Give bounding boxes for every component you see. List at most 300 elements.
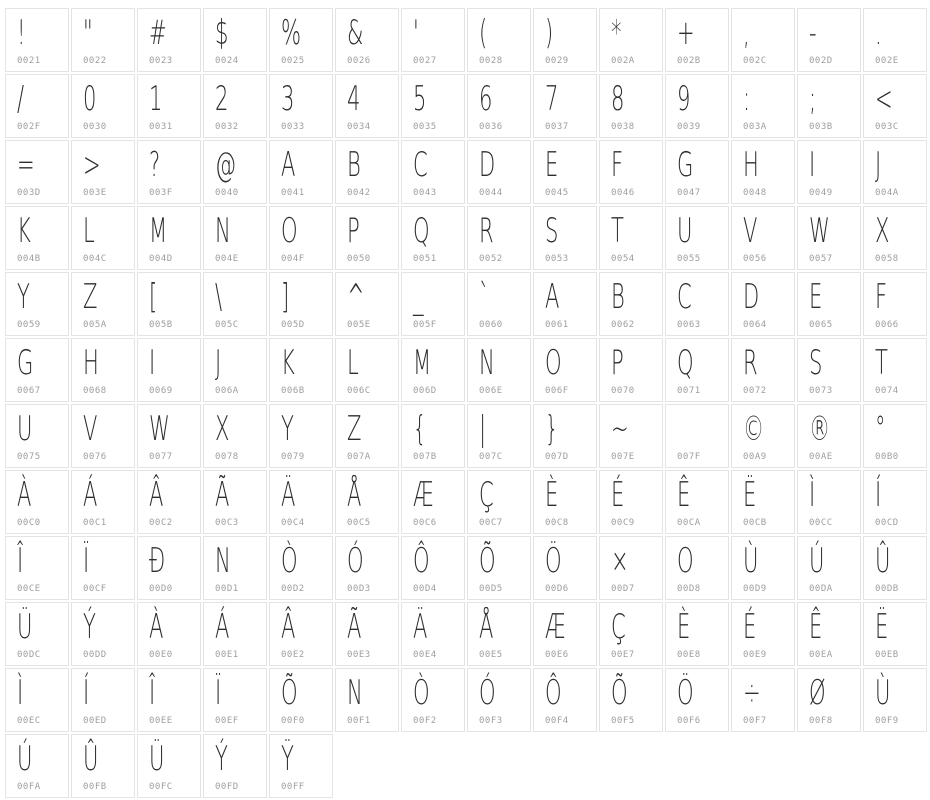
glyph-preview: Ï: [215, 673, 222, 713]
glyph-cell: [665, 140, 729, 204]
codepoint-label: 0067: [17, 386, 41, 396]
glyph-preview: Ã: [215, 475, 230, 515]
glyph-cell: [137, 272, 201, 336]
glyph-preview: Á: [83, 475, 98, 515]
glyph-cell: [599, 338, 663, 402]
codepoint-label: 00E7: [611, 650, 635, 660]
glyph-preview: S: [809, 343, 823, 383]
glyph-cell: [401, 8, 465, 72]
codepoint-label: 0062: [611, 320, 635, 330]
codepoint-label: 00CC: [809, 518, 833, 528]
glyph-preview: F: [611, 145, 624, 185]
codepoint-label: 0048: [743, 188, 767, 198]
codepoint-label: 005C: [215, 320, 239, 330]
glyph-preview: W: [809, 211, 830, 251]
codepoint-label: 0042: [347, 188, 371, 198]
glyph-preview: L: [347, 343, 359, 383]
codepoint-label: 0021: [17, 56, 41, 66]
glyph-cell: [137, 8, 201, 72]
glyph-preview: Í: [875, 475, 882, 515]
codepoint-label: 0075: [17, 452, 41, 462]
codepoint-label: 002A: [611, 56, 635, 66]
glyph-cell: [269, 140, 333, 204]
glyph-cell: [731, 272, 795, 336]
glyph-cell: [599, 8, 663, 72]
glyph-cell: [71, 338, 135, 402]
glyph-preview: Å: [347, 475, 362, 515]
glyph-cell: [731, 8, 795, 72]
glyph-cell: [797, 536, 861, 600]
glyph-preview: ×: [611, 541, 629, 581]
codepoint-label: 0039: [677, 122, 701, 132]
codepoint-label: 004D: [149, 254, 173, 264]
glyph-cell: [599, 668, 663, 732]
glyph-preview: ©: [743, 409, 765, 449]
glyph-cell: [71, 602, 135, 666]
codepoint-label: 0052: [479, 254, 503, 264]
glyph-cell: [71, 206, 135, 270]
glyph-preview: }: [545, 409, 559, 449]
glyph-cell: [731, 536, 795, 600]
glyph-preview: +: [677, 13, 695, 53]
codepoint-label: 00CD: [875, 518, 899, 528]
codepoint-label: 0045: [545, 188, 569, 198]
codepoint-label: 00D9: [743, 584, 767, 594]
glyph-cell: [533, 338, 597, 402]
glyph-cell: [5, 404, 69, 468]
codepoint-label: 00D0: [149, 584, 173, 594]
glyph-cell: [797, 140, 861, 204]
codepoint-label: 0051: [413, 254, 437, 264]
glyph-cell: [731, 74, 795, 138]
glyph-preview: `: [479, 277, 490, 317]
glyph-preview: Ö: [677, 673, 694, 713]
codepoint-label: 00F1: [347, 716, 371, 726]
glyph-cell: [5, 206, 69, 270]
glyph-cell: [203, 206, 267, 270]
glyph-cell: [5, 668, 69, 732]
glyph-preview: D: [479, 145, 496, 185]
glyph-cell: [467, 206, 531, 270]
codepoint-label: 00ED: [83, 716, 107, 726]
glyph-cell: [797, 404, 861, 468]
glyph-cell: [137, 734, 201, 798]
glyph-preview: N: [347, 673, 363, 713]
glyph-preview: @: [215, 145, 237, 185]
glyph-cell: [863, 536, 927, 600]
codepoint-label: 0022: [83, 56, 107, 66]
codepoint-label: 00EC: [17, 716, 41, 726]
glyph-cell: [335, 140, 399, 204]
glyph-preview: O: [677, 541, 694, 581]
glyph-preview: H: [83, 343, 99, 383]
glyph-preview: Ä: [281, 475, 296, 515]
glyph-cell: [269, 74, 333, 138]
codepoint-label: 00C9: [611, 518, 635, 528]
codepoint-label: 007B: [413, 452, 437, 462]
codepoint-label: 00DA: [809, 584, 833, 594]
codepoint-label: 0038: [611, 122, 635, 132]
glyph-preview: M: [413, 343, 432, 383]
glyph-cell: [467, 668, 531, 732]
glyph-preview: È: [677, 607, 691, 647]
glyph-preview: Ý: [215, 739, 228, 779]
glyph-preview: A: [545, 277, 560, 317]
glyph-cell: [269, 206, 333, 270]
codepoint-label: 00DD: [83, 650, 107, 660]
glyph-preview: ): [545, 13, 554, 53]
glyph-cell: [665, 206, 729, 270]
codepoint-label: 002D: [809, 56, 833, 66]
glyph-cell: [467, 404, 531, 468]
glyph-preview: Ä: [413, 607, 428, 647]
codepoint-label: 0023: [149, 56, 173, 66]
codepoint-label: 0053: [545, 254, 569, 264]
glyph-cell: [269, 338, 333, 402]
codepoint-label: 0056: [743, 254, 767, 264]
glyph-preview: ": [83, 13, 93, 53]
codepoint-label: 00CA: [677, 518, 701, 528]
codepoint-label: 0068: [83, 386, 107, 396]
codepoint-label: 0058: [875, 254, 899, 264]
codepoint-label: 0073: [809, 386, 833, 396]
glyph-cell: [797, 74, 861, 138]
codepoint-label: 0069: [149, 386, 173, 396]
glyph-preview: O: [545, 343, 562, 383]
codepoint-label: 0050: [347, 254, 371, 264]
codepoint-label: 005F: [413, 320, 437, 330]
glyph-cell: [797, 8, 861, 72]
glyph-cell: [203, 536, 267, 600]
glyph-cell: [203, 602, 267, 666]
glyph-preview: &: [347, 13, 364, 53]
glyph-cell: [71, 536, 135, 600]
glyph-preview: S: [545, 211, 559, 251]
glyph-cell: [467, 602, 531, 666]
glyph-cell: [5, 536, 69, 600]
glyph-preview: B: [611, 277, 625, 317]
glyph-cell: [71, 734, 135, 798]
glyph-cell: [401, 206, 465, 270]
glyph-preview: Ù: [875, 673, 891, 713]
glyph-cell: [5, 272, 69, 336]
glyph-cell: [797, 470, 861, 534]
glyph-cell: [797, 668, 861, 732]
glyph-preview: L: [83, 211, 95, 251]
codepoint-label: 003F: [149, 188, 173, 198]
codepoint-label: 0041: [281, 188, 305, 198]
glyph-cell: [731, 404, 795, 468]
glyph-preview: Ë: [743, 475, 757, 515]
glyph-cell: [269, 668, 333, 732]
glyph-cell: [401, 272, 465, 336]
glyph-cell: [203, 734, 267, 798]
glyph-cell: [863, 404, 927, 468]
codepoint-label: 004A: [875, 188, 899, 198]
glyph-preview: Ç: [479, 475, 494, 515]
codepoint-label: 00E5: [479, 650, 503, 660]
glyph-cell: [5, 734, 69, 798]
codepoint-label: 007D: [545, 452, 569, 462]
glyph-preview: R: [743, 343, 758, 383]
glyph-preview: Q: [677, 343, 694, 383]
codepoint-label: 006F: [545, 386, 569, 396]
glyph-cell: [137, 206, 201, 270]
glyph-cell: [137, 404, 201, 468]
codepoint-label: 00D2: [281, 584, 305, 594]
codepoint-label: 00C4: [281, 518, 305, 528]
glyph-preview: Ÿ: [281, 739, 294, 779]
glyph-preview: 4: [347, 79, 361, 119]
glyph-cell: [467, 74, 531, 138]
codepoint-label: 00F6: [677, 716, 701, 726]
codepoint-label: 0024: [215, 56, 239, 66]
codepoint-label: 00F9: [875, 716, 899, 726]
codepoint-label: 0040: [215, 188, 239, 198]
codepoint-label: 00A9: [743, 452, 767, 462]
glyph-preview: Æ: [545, 607, 566, 647]
glyph-preview: Y: [281, 409, 294, 449]
glyph-cell: [863, 140, 927, 204]
glyph-preview: #: [149, 13, 167, 53]
glyph-preview: Ë: [875, 607, 889, 647]
codepoint-label: 003B: [809, 122, 833, 132]
glyph-cell: [71, 140, 135, 204]
glyph-preview: Ú: [17, 739, 33, 779]
glyph-cell: [467, 470, 531, 534]
glyph-preview: .: [875, 13, 882, 53]
codepoint-label: 00E2: [281, 650, 305, 660]
glyph-preview: |: [479, 409, 487, 449]
glyph-preview: 9: [677, 79, 691, 119]
codepoint-label: 004B: [17, 254, 41, 264]
codepoint-label: 00CB: [743, 518, 767, 528]
glyph-preview: >: [83, 145, 101, 185]
glyph-cell: [665, 602, 729, 666]
glyph-cell: [599, 536, 663, 600]
codepoint-label: 00C6: [413, 518, 437, 528]
glyph-preview: Ü: [17, 607, 33, 647]
glyph-cell: [533, 404, 597, 468]
glyph-preview: P: [611, 343, 624, 383]
glyph-preview: Õ: [611, 673, 628, 713]
glyph-preview: Æ: [413, 475, 434, 515]
glyph-cell: [401, 74, 465, 138]
glyph-cell: [335, 470, 399, 534]
glyph-cell: [137, 470, 201, 534]
codepoint-label: 00F2: [413, 716, 437, 726]
glyph-preview: *: [611, 13, 622, 53]
glyph-preview: K: [281, 343, 295, 383]
codepoint-label: 00DB: [875, 584, 899, 594]
glyph-preview: Ô: [545, 673, 562, 713]
codepoint-label: 0046: [611, 188, 635, 198]
codepoint-label: 00C0: [17, 518, 41, 528]
glyph-preview: F: [875, 277, 888, 317]
codepoint-label: 006A: [215, 386, 239, 396]
glyph-preview: Ó: [347, 541, 364, 581]
glyph-cell: [71, 272, 135, 336]
codepoint-label: 007F: [677, 452, 701, 462]
glyph-preview: U: [17, 409, 33, 449]
codepoint-label: 006E: [479, 386, 503, 396]
glyph-cell: [335, 338, 399, 402]
codepoint-label: 0049: [809, 188, 833, 198]
codepoint-label: 00F4: [545, 716, 569, 726]
glyph-cell: [533, 536, 597, 600]
glyph-cell: [335, 206, 399, 270]
glyph-preview: °: [875, 409, 886, 449]
glyph-cell: [731, 338, 795, 402]
codepoint-label: 00FD: [215, 782, 239, 792]
glyph-preview: Õ: [479, 541, 496, 581]
glyph-cell: [533, 602, 597, 666]
glyph-cell: [599, 272, 663, 336]
glyph-cell: [731, 140, 795, 204]
codepoint-label: 0029: [545, 56, 569, 66]
glyph-cell: [269, 602, 333, 666]
glyph-cell: [335, 602, 399, 666]
codepoint-label: 0025: [281, 56, 305, 66]
codepoint-label: 003A: [743, 122, 767, 132]
codepoint-label: 0032: [215, 122, 239, 132]
codepoint-label: 0043: [413, 188, 437, 198]
codepoint-label: 0070: [611, 386, 635, 396]
glyph-cell: [401, 668, 465, 732]
glyph-cell: [335, 536, 399, 600]
glyph-preview: H: [743, 145, 759, 185]
codepoint-label: 002B: [677, 56, 701, 66]
codepoint-label: 00EB: [875, 650, 899, 660]
glyph-preview: V: [743, 211, 758, 251]
glyph-cell: [797, 602, 861, 666]
codepoint-label: 00C2: [149, 518, 173, 528]
glyph-preview: Á: [215, 607, 230, 647]
glyph-preview: ': [413, 13, 419, 53]
glyph-cell: [797, 206, 861, 270]
codepoint-label: 00C7: [479, 518, 503, 528]
glyph-cell: [863, 74, 927, 138]
glyph-cell: [269, 404, 333, 468]
codepoint-label: 00F5: [611, 716, 635, 726]
glyph-preview: 1: [149, 79, 163, 119]
codepoint-label: 0064: [743, 320, 767, 330]
glyph-cell: [665, 74, 729, 138]
glyph-cell: [203, 338, 267, 402]
glyph-cell: [401, 404, 465, 468]
codepoint-label: 0065: [809, 320, 833, 330]
glyph-cell: [599, 206, 663, 270]
glyph-cell: [467, 338, 531, 402]
codepoint-label: 00FB: [83, 782, 107, 792]
glyph-preview: ~: [611, 409, 629, 449]
glyph-cell: [599, 404, 663, 468]
codepoint-label: 00D1: [215, 584, 239, 594]
glyph-cell: [335, 74, 399, 138]
glyph-preview: ÷: [743, 673, 761, 713]
glyph-cell: [71, 470, 135, 534]
codepoint-label: 007E: [611, 452, 635, 462]
codepoint-label: 0072: [743, 386, 767, 396]
codepoint-label: 0030: [83, 122, 107, 132]
glyph-preview: Ð: [149, 541, 166, 581]
codepoint-label: 00F7: [743, 716, 767, 726]
codepoint-label: 00E3: [347, 650, 371, 660]
glyph-preview: J: [875, 145, 882, 185]
codepoint-label: 0035: [413, 122, 437, 132]
glyph-cell: [269, 272, 333, 336]
glyph-cell: [665, 536, 729, 600]
glyph-cell: [269, 470, 333, 534]
glyph-cell: [665, 470, 729, 534]
glyph-preview: 7: [545, 79, 559, 119]
glyph-cell: [71, 668, 135, 732]
glyph-preview: <: [875, 79, 893, 119]
glyph-preview: Û: [83, 739, 99, 779]
codepoint-label: 00FC: [149, 782, 173, 792]
glyph-preview: =: [17, 145, 35, 185]
glyph-preview: U: [677, 211, 693, 251]
glyph-preview: É: [611, 475, 625, 515]
glyph-cell: [533, 206, 597, 270]
glyph-preview: %: [281, 13, 302, 53]
glyph-cell: [269, 8, 333, 72]
glyph-preview: G: [677, 145, 694, 185]
glyph-preview: B: [347, 145, 361, 185]
codepoint-label: 00D5: [479, 584, 503, 594]
glyph-preview: Å: [479, 607, 494, 647]
codepoint-label: 0036: [479, 122, 503, 132]
glyph-cell: [797, 272, 861, 336]
glyph-cell: [401, 338, 465, 402]
codepoint-label: 0077: [149, 452, 173, 462]
glyph-cell: [203, 404, 267, 468]
glyph-preview: ;: [809, 79, 817, 119]
glyph-preview: Û: [875, 541, 891, 581]
glyph-preview: W: [149, 409, 170, 449]
glyph-cell: [533, 8, 597, 72]
codepoint-label: 002F: [17, 122, 41, 132]
glyph-cell: [137, 338, 201, 402]
glyph-preview: (: [479, 13, 488, 53]
glyph-preview: I: [149, 343, 156, 383]
glyph-preview: V: [83, 409, 98, 449]
codepoint-label: 00E0: [149, 650, 173, 660]
codepoint-label: 003E: [83, 188, 107, 198]
codepoint-label: 004E: [215, 254, 239, 264]
codepoint-label: 0066: [875, 320, 899, 330]
glyph-cell: [137, 668, 201, 732]
glyph-preview: Í: [83, 673, 90, 713]
codepoint-label: 0061: [545, 320, 569, 330]
glyph-cell: [863, 668, 927, 732]
glyph-preview: 8: [611, 79, 625, 119]
glyph-cell: [467, 536, 531, 600]
glyph-preview: Ò: [413, 673, 430, 713]
codepoint-label: 00D3: [347, 584, 371, 594]
codepoint-label: 00D6: [545, 584, 569, 594]
codepoint-label: 00D7: [611, 584, 635, 594]
codepoint-label: 00C1: [83, 518, 107, 528]
glyph-preview: Ã: [347, 607, 362, 647]
glyph-cell: [599, 470, 663, 534]
codepoint-label: 00C3: [215, 518, 239, 528]
glyph-cell: [863, 470, 927, 534]
glyph-preview: E: [545, 145, 559, 185]
glyph-cell: [665, 272, 729, 336]
glyph-cell: [5, 8, 69, 72]
glyph-cell: [401, 536, 465, 600]
